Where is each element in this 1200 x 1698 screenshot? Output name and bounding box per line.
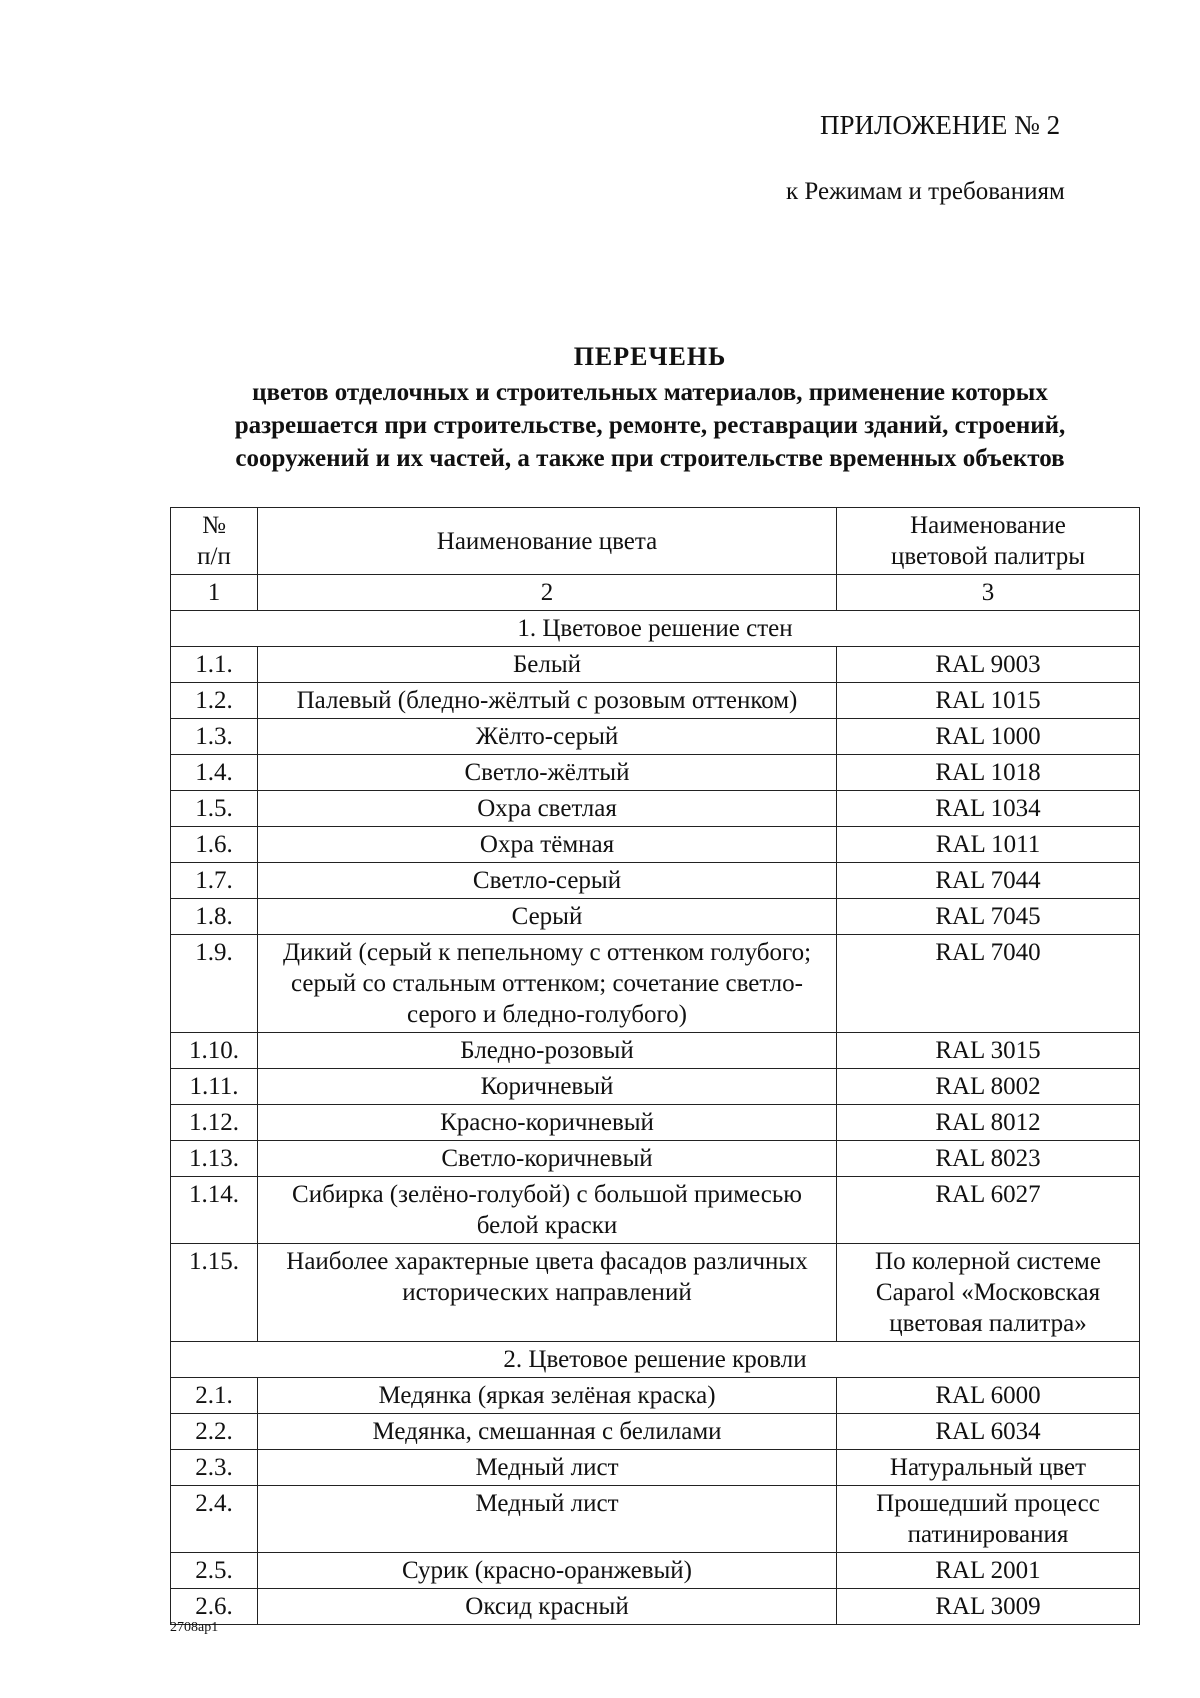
row-number: 1.9.: [171, 935, 258, 1033]
row-number: 2.3.: [171, 1450, 258, 1486]
color-name: Наиболее характерные цвета фасадов различных исторических направлений: [258, 1244, 837, 1342]
header-palette-line2: цветовой палитры: [890, 543, 1086, 570]
row-number: 2.4.: [171, 1486, 258, 1553]
section-title: 1. Цветовое решение стен: [171, 611, 1140, 647]
table-row: [171, 683, 1140, 719]
table-row: [171, 1105, 1140, 1141]
palette-name: RAL 8023: [837, 1141, 1140, 1177]
color-name: Медянка, смешанная с белилами: [258, 1414, 837, 1450]
color-name: Палевый (бледно-жёлтый с розовым оттенком): [258, 683, 837, 719]
appendix-subtitle: к Режимам и требованиям: [786, 178, 1065, 205]
row-number: 1.11.: [171, 1069, 258, 1105]
row-number: 2.1.: [171, 1378, 258, 1414]
palette-name: RAL 6000: [837, 1378, 1140, 1414]
section-row: [171, 1342, 1140, 1378]
header-name: Наименование цвета: [258, 508, 837, 575]
table-row: [171, 1378, 1140, 1414]
color-name: Белый: [258, 647, 837, 683]
row-number: 1.5.: [171, 791, 258, 827]
col-number: 1: [171, 575, 258, 611]
row-number: 1.4.: [171, 755, 258, 791]
color-name: Светло-серый: [258, 863, 837, 899]
row-number: 2.6.: [171, 1589, 258, 1625]
color-name: Бледно-розовый: [258, 1033, 837, 1069]
table-row: [171, 647, 1140, 683]
section-row: [171, 611, 1140, 647]
table-row: [171, 863, 1140, 899]
col-number: 3: [837, 575, 1140, 611]
table-row: [171, 1069, 1140, 1105]
table-row: [171, 1177, 1140, 1244]
table-row: [171, 1141, 1140, 1177]
palette-name: RAL 6027: [837, 1177, 1140, 1244]
palette-name: RAL 6034: [837, 1414, 1140, 1450]
color-name: Охра светлая: [258, 791, 837, 827]
color-name: Серый: [258, 899, 837, 935]
column-number-row: [171, 575, 1140, 611]
palette-name: Натуральный цвет: [837, 1450, 1140, 1486]
palette-name: RAL 8002: [837, 1069, 1140, 1105]
palette-name: RAL 2001: [837, 1553, 1140, 1589]
palette-name: RAL 8012: [837, 1105, 1140, 1141]
palette-name: RAL 7045: [837, 899, 1140, 935]
appendix-number: ПРИЛОЖЕНИЕ № 2: [820, 110, 1061, 140]
color-name: Красно-коричневый: [258, 1105, 837, 1141]
palette-name: По колерной системе Caparol «Московская цветовая палитра»: [837, 1244, 1140, 1342]
header-num-line2: п/п: [197, 543, 231, 570]
color-name: Медянка (яркая зелёная краска): [258, 1378, 837, 1414]
document-title: [150, 340, 1150, 475]
row-number: 1.15.: [171, 1244, 258, 1342]
row-number: 1.1.: [171, 647, 258, 683]
colors-table: [170, 507, 1140, 1625]
col-number: 2: [258, 575, 837, 611]
table-row: [171, 1553, 1140, 1589]
color-name: Сибирка (зелёно-голубой) с большой примесью белой краски: [258, 1177, 837, 1244]
color-name: Коричневый: [258, 1069, 837, 1105]
row-number: 1.8.: [171, 899, 258, 935]
color-name: Медный лист: [258, 1486, 837, 1553]
color-name: Охра тёмная: [258, 827, 837, 863]
table-row: [171, 755, 1140, 791]
title-main: ПЕРЕЧЕНЬ: [573, 342, 727, 371]
color-name: Светло-коричневый: [258, 1141, 837, 1177]
header-palette-line1: Наименование: [910, 512, 1066, 539]
row-number: 1.6.: [171, 827, 258, 863]
color-name: Оксид красный: [258, 1589, 837, 1625]
color-name: Медный лист: [258, 1450, 837, 1486]
table-row: [171, 827, 1140, 863]
table-row: [171, 935, 1140, 1033]
table-row: [171, 1450, 1140, 1486]
palette-name: RAL 7044: [837, 863, 1140, 899]
header-row: [171, 508, 1140, 575]
row-number: 2.2.: [171, 1414, 258, 1450]
header-num: [171, 508, 258, 575]
table-row: [171, 791, 1140, 827]
palette-name: RAL 7040: [837, 935, 1140, 1033]
title-line-2: разрешается при строительстве, ремонте, реставрации зданий, строений,: [234, 412, 1066, 439]
palette-name: RAL 1011: [837, 827, 1140, 863]
palette-name: RAL 1034: [837, 791, 1140, 827]
color-name: Дикий (серый к пепельному с оттенком голубого; серый со стальным оттенком; сочетание светло-серого и бледно-голубого): [258, 935, 837, 1033]
row-number: 1.10.: [171, 1033, 258, 1069]
color-name: Светло-жёлтый: [258, 755, 837, 791]
palette-name: RAL 1015: [837, 683, 1140, 719]
header-num-line1: №: [202, 512, 226, 539]
row-number: 1.3.: [171, 719, 258, 755]
title-line-1: цветов отделочных и строительных материалов, применение которых: [252, 379, 1048, 406]
table-row: [171, 1486, 1140, 1553]
table-row: [171, 1033, 1140, 1069]
table-row: [171, 1589, 1140, 1625]
table-row: [171, 719, 1140, 755]
section-title: 2. Цветовое решение кровли: [171, 1342, 1140, 1378]
color-name: Жёлто-серый: [258, 719, 837, 755]
row-number: 1.14.: [171, 1177, 258, 1244]
palette-name: RAL 3009: [837, 1589, 1140, 1625]
table-row: [171, 1414, 1140, 1450]
table-row: [171, 1244, 1140, 1342]
row-number: 1.13.: [171, 1141, 258, 1177]
footer-code: 2708ap1: [170, 1620, 219, 1635]
row-number: 2.5.: [171, 1553, 258, 1589]
palette-name: RAL 3015: [837, 1033, 1140, 1069]
row-number: 1.7.: [171, 863, 258, 899]
title-line-3: сооружений и их частей, а также при строительстве временных объектов: [235, 445, 1065, 472]
palette-name: RAL 1018: [837, 755, 1140, 791]
palette-name: RAL 1000: [837, 719, 1140, 755]
table-row: [171, 899, 1140, 935]
color-name: Сурик (красно-оранжевый): [258, 1553, 837, 1589]
palette-name: Прошедший процесс патинирования: [837, 1486, 1140, 1553]
palette-name: RAL 9003: [837, 647, 1140, 683]
header-palette: [837, 508, 1140, 575]
row-number: 1.2.: [171, 683, 258, 719]
row-number: 1.12.: [171, 1105, 258, 1141]
